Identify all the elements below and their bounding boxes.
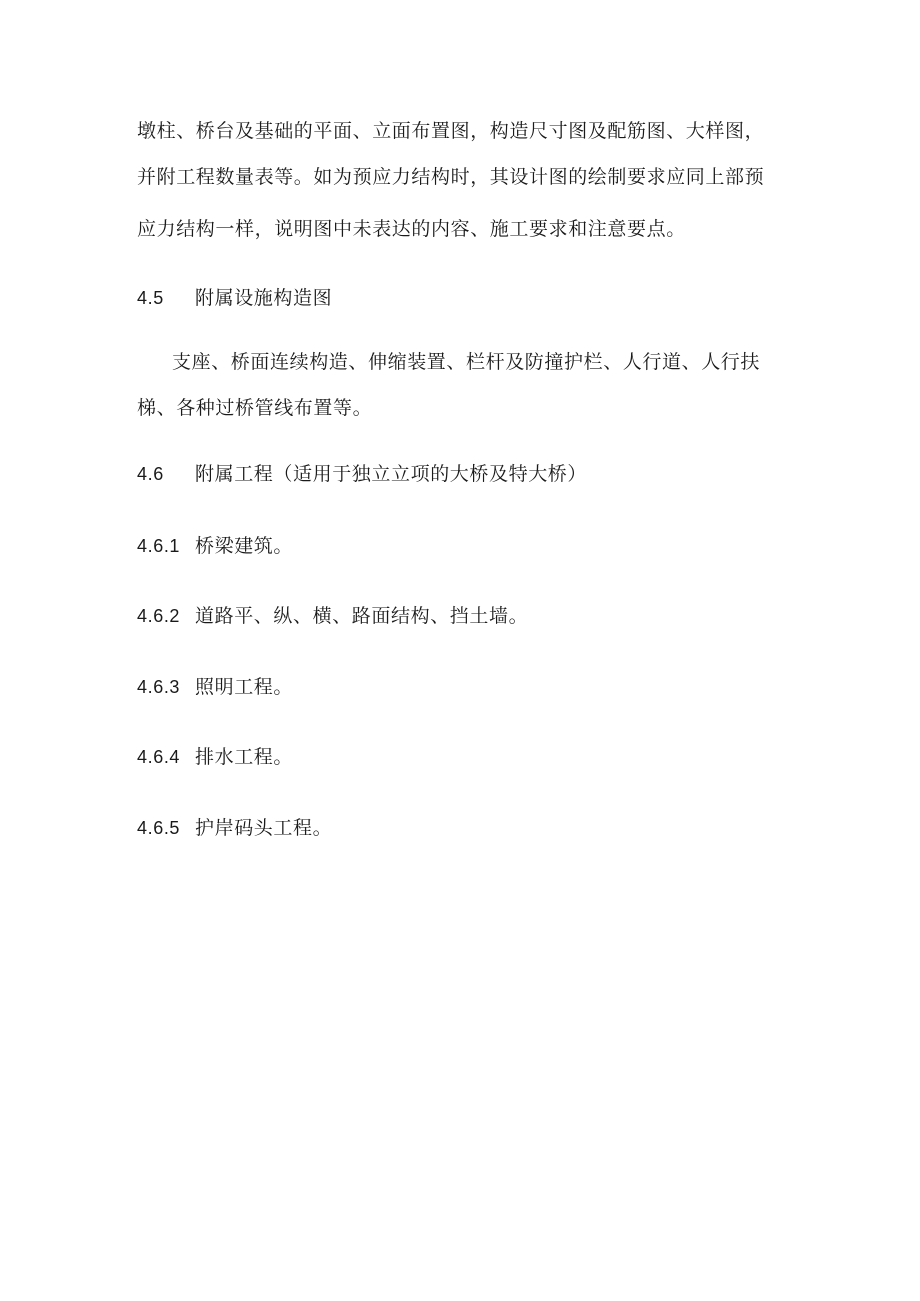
paragraph-line: 墩柱、桥台及基础的平面、立面布置图，构造尺寸图及配筋图、大样图，: [137, 120, 765, 142]
list-item-4-6-5: [137, 816, 332, 840]
list-item-4-6-1: [137, 534, 293, 558]
section-heading-4-5: [137, 286, 332, 310]
item-text: 照明工程。: [195, 676, 294, 698]
list-item-4-6-2: [137, 604, 528, 628]
list-item-4-6-3: [137, 675, 293, 699]
item-text: 桥梁建筑。: [195, 535, 294, 557]
item-text: 护岸码头工程。: [195, 817, 333, 839]
section-title: 附属设施构造图: [195, 287, 333, 309]
item-number: 4.6.2: [137, 606, 181, 626]
item-number: 4.6.1: [137, 536, 181, 556]
paragraph-line: 梯、各种过桥管线布置等。: [137, 397, 373, 419]
section-heading-4-6: [137, 462, 587, 486]
paragraph-line: 应力结构一样，说明图中未表达的内容、施工要求和注意要点。: [137, 218, 686, 240]
item-number: 4.6.4: [137, 747, 181, 767]
item-text: 排水工程。: [195, 746, 294, 768]
paragraph-line: 并附工程数量表等。如为预应力结构时，其设计图的绘制要求应同上部预: [137, 166, 765, 188]
section-number: 4.6: [137, 464, 164, 484]
paragraph-line: 支座、桥面连续构造、伸缩装置、栏杆及防撞护栏、人行道、人行扶: [172, 351, 761, 373]
item-number: 4.6.5: [137, 818, 181, 838]
item-number: 4.6.3: [137, 677, 181, 697]
item-text: 道路平、纵、横、路面结构、挡土墙。: [195, 605, 529, 627]
section-number: 4.5: [137, 288, 164, 308]
list-item-4-6-4: [137, 745, 293, 769]
section-title: 附属工程（适用于独立立项的大桥及特大桥）: [195, 463, 588, 485]
